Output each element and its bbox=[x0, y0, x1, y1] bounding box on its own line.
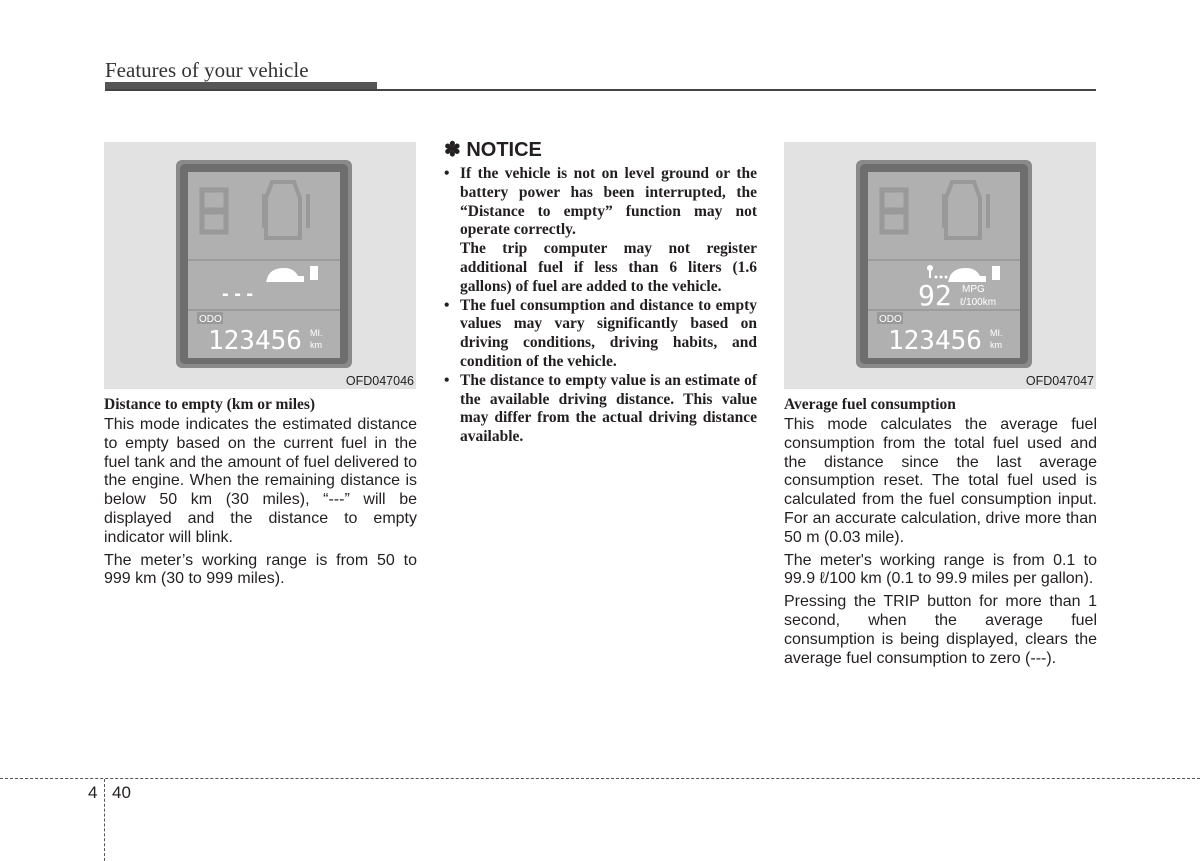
notice-text: • The distance to empty value is an estimate of the available driving distance. This value may differ from the actual driving distance available. bbox=[460, 371, 757, 446]
right-column bbox=[784, 395, 1097, 672]
average-fuel-value: 92 bbox=[918, 279, 952, 312]
figure-code: OFD047047 bbox=[1025, 374, 1094, 388]
odo-label: ODO bbox=[199, 314, 222, 325]
odometer-unit-mi: MI. bbox=[310, 328, 323, 338]
notice-title: ✽ NOTICE bbox=[444, 139, 542, 161]
odometer-value: 123456 bbox=[208, 326, 302, 356]
odometer-unit-km: km bbox=[990, 340, 1002, 350]
notice-list bbox=[444, 165, 757, 447]
cluster-display-illustration bbox=[784, 142, 1096, 389]
left-column bbox=[104, 395, 417, 593]
footer-rule bbox=[0, 778, 1200, 779]
odometer-value: 123456 bbox=[888, 326, 982, 356]
paragraph: The meter’s working range is from 50 to 999 km (30 to 999 miles). bbox=[104, 551, 417, 588]
chapter-number: 4 bbox=[88, 783, 98, 802]
paragraph: This mode calculates the average fuel consumption from the total fuel used and the distance since the last average consumption reset. The total fuel used is calculated from the fuel consumption input. For an accurate calculation, drive more than 50 m (0.03 mile). bbox=[784, 416, 1097, 546]
page-number: 40 bbox=[112, 783, 131, 802]
section-heading: Distance to empty (km or miles) bbox=[104, 396, 316, 413]
fuel-pump-icon bbox=[310, 266, 318, 280]
cluster-display-illustration bbox=[104, 142, 416, 389]
page-header-title: Features of your vehicle bbox=[105, 58, 309, 82]
paragraph: This mode indicates the estimated distance to empty based on the current fuel in the fuel tank and the amount of fuel delivered to the engine. When the remaining distance is below 50 km (30 miles), “---” will be displayed and the distance to empty indicator will blink. bbox=[104, 416, 417, 546]
unit-l-per-100km: ℓ/100km bbox=[960, 297, 997, 308]
notice-text: The trip computer may not register additional fuel if less than 6 liters (1.6 gallons) of fuel are added to the vehicle. bbox=[460, 240, 757, 295]
odometer-unit-km: km bbox=[310, 340, 322, 350]
footer-divider bbox=[104, 779, 105, 861]
notice-item bbox=[444, 372, 757, 447]
notice-item bbox=[444, 297, 757, 372]
figure-distance-to-empty bbox=[104, 142, 416, 389]
notice-text: • The fuel consumption and distance to empty values may vary significantly based on driving conditions, driving habits, and condition of the vehicle. bbox=[460, 296, 757, 370]
section-heading: Average fuel consumption bbox=[784, 396, 956, 413]
unit-mpg: MPG bbox=[962, 284, 985, 295]
figure-code: OFD047046 bbox=[345, 374, 414, 388]
paragraph: The meter's working range is from 0.1 to 99.9 ℓ/100 km (0.1 to 99.9 miles per gallon). bbox=[784, 551, 1097, 588]
fuel-pump-icon bbox=[992, 266, 1000, 280]
paragraph: Pressing the TRIP button for more than 1 second, when the average fuel consumption is being displayed, clears the average fuel consumption to zero (---). bbox=[784, 593, 1097, 667]
distance-dashes: - - - bbox=[222, 283, 254, 305]
figure-average-fuel-consumption bbox=[784, 142, 1096, 389]
odo-label: ODO bbox=[879, 314, 902, 325]
notice-item bbox=[444, 165, 757, 297]
notice-text: • If the vehicle is not on level ground or the battery power has been interrupted, the “Distance to empty” function may not operate correctly. bbox=[460, 165, 757, 239]
odometer-unit-mi: MI. bbox=[990, 328, 1003, 338]
notice-box bbox=[444, 138, 757, 447]
header-rule bbox=[105, 89, 1096, 91]
